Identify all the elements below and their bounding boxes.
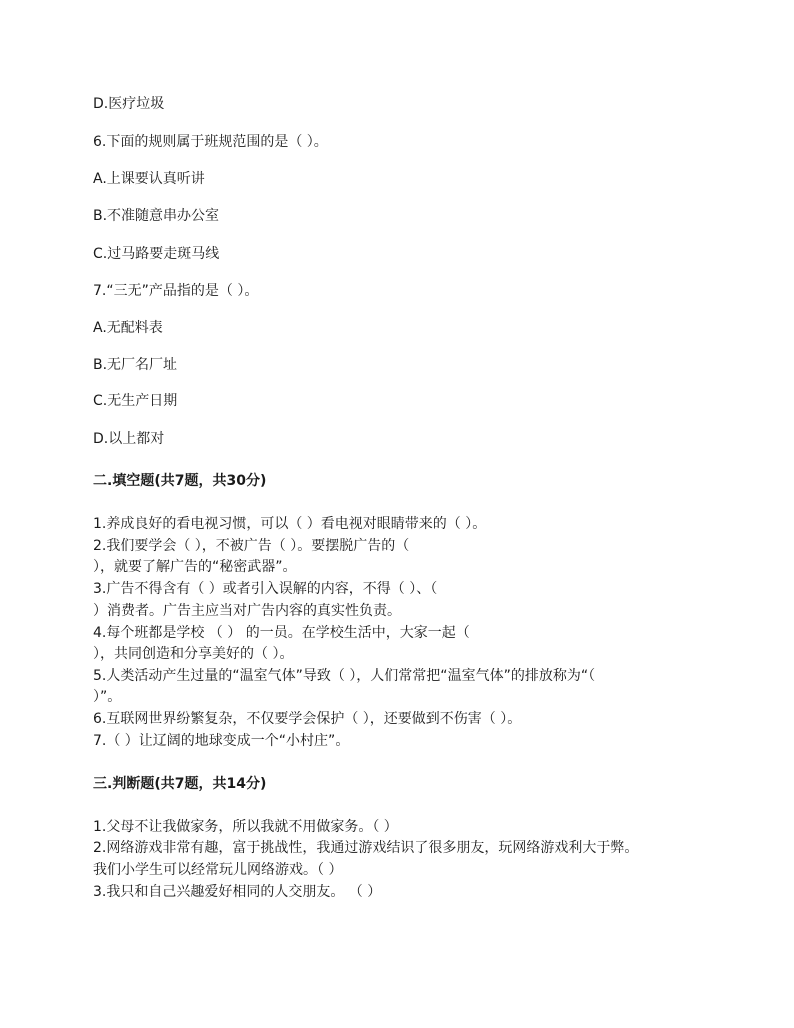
- q7-option-d: D.以上都对: [93, 431, 165, 447]
- fill-line: 4.每个班都是学校 （ ） 的一员。在学校生活中，大家一起（: [93, 625, 470, 641]
- judge-line: 3.我只和自己兴趣爱好相同的人交朋友。 （ ）: [93, 884, 382, 900]
- fill-line: 7.（ ）让辽阔的地球变成一个“小村庄”。: [93, 733, 350, 749]
- judge-line: 1.父母不让我做家务，所以我就不用做家务。（ ）: [93, 819, 398, 835]
- fill-line: ）消费者。广告主应当对广告内容的真实性负责。: [93, 603, 401, 619]
- fill-line: ），就要了解广告的“秘密武器”。: [93, 559, 297, 575]
- q5-option-d: D.医疗垃圾: [93, 96, 165, 112]
- fill-line: 1.养成良好的看电视习惯，可以（ ）看电视对眼睛带来的（ ）。: [93, 516, 487, 532]
- fill-line: 5.人类活动产生过量的“温室气体”导致（ ），人们常常把“温室气体”的排放称为“（: [93, 668, 596, 684]
- q7-question: 7.“三无”产品指的是（ ）。: [93, 283, 259, 299]
- fill-line: 3.广告不得含有（ ）或者引入误解的内容，不得（ ）、（: [93, 581, 438, 597]
- q7-option-c: C.无生产日期: [93, 393, 178, 409]
- section2-title: 二.填空题(共7题，共30分): [93, 473, 267, 489]
- q7-option-b: B.无厂名厂址: [93, 357, 178, 373]
- q7-option-a: A.无配料表: [93, 320, 163, 336]
- fill-line: ）”。: [93, 689, 122, 705]
- fill-line: 6.互联网世界纷繁复杂，不仅要学会保护（ ），还要做到不伤害（ ）。: [93, 711, 522, 727]
- q6-option-c: C.过马路要走斑马线: [93, 246, 220, 262]
- section3-title: 三.判断题(共7题，共14分): [93, 776, 267, 792]
- judge-line: 2.网络游戏非常有趣，富于挑战性，我通过游戏结识了很多朋友，玩网络游戏利大于弊。: [93, 840, 639, 856]
- fill-line: ），共同创造和分享美好的（ ）。: [93, 646, 294, 662]
- fill-line: 2.我们要学会（ ），不被广告（ ）。要摆脱广告的（: [93, 538, 410, 554]
- q6-option-b: B.不准随意串办公室: [93, 208, 220, 224]
- q6-question: 6.下面的规则属于班规范围的是（ ）。: [93, 134, 328, 150]
- judge-line: 我们小学生可以经常玩儿网络游戏。（ ）: [93, 862, 343, 878]
- q6-option-a: A.上课要认真听讲: [93, 171, 205, 187]
